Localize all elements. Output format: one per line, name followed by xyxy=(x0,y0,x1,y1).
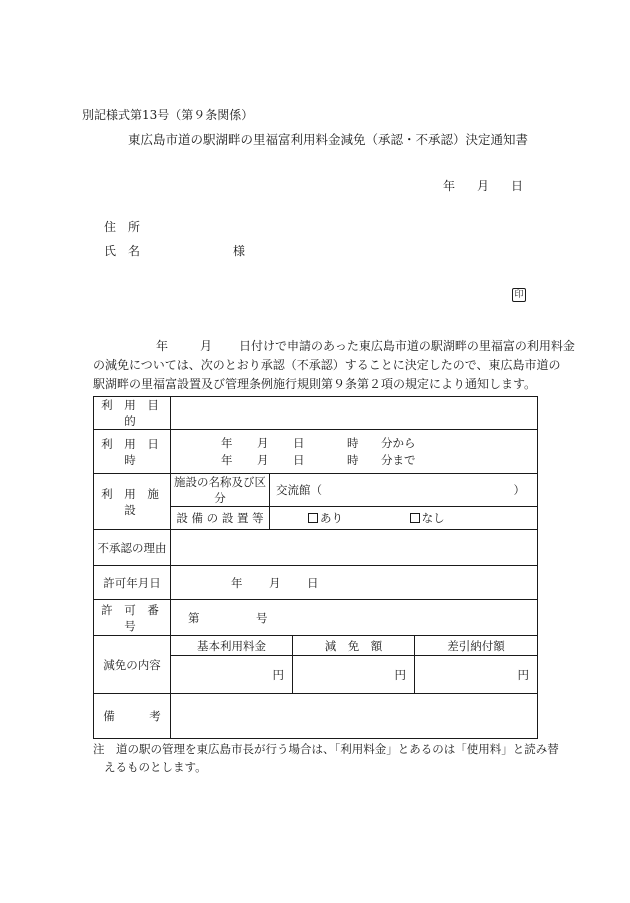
notice-table xyxy=(93,396,538,739)
yen-unit: 円 xyxy=(272,667,284,682)
base-fee-value[interactable] xyxy=(171,656,293,694)
from-suffix: 分から xyxy=(381,435,416,450)
reduction-label: 減免の内容 xyxy=(94,636,171,694)
equipment-no-label: なし xyxy=(421,511,445,525)
form-number: 別記様式第13号（第９条関係） xyxy=(82,108,254,122)
remarks-label: 備 考 xyxy=(94,694,171,739)
to-suffix: 分まで xyxy=(381,452,416,467)
purpose-label: 利 用 目 的 xyxy=(94,397,171,430)
address-label: 住 所 xyxy=(104,220,141,234)
equipment-no-option[interactable] xyxy=(410,510,445,526)
row-permit-date xyxy=(94,566,538,600)
row-reason xyxy=(94,530,538,566)
to-hour: 時 xyxy=(347,452,359,467)
name-label: 氏 名 xyxy=(104,244,141,258)
col-reduction-header: 減 免 額 xyxy=(293,636,415,656)
datetime-value[interactable] xyxy=(171,430,538,474)
permit-month: 月 xyxy=(269,575,281,590)
row-purpose xyxy=(94,397,538,430)
datetime-to xyxy=(171,452,537,469)
seal-mark: 印 xyxy=(512,288,526,302)
issue-date xyxy=(443,177,523,194)
reason-value[interactable] xyxy=(171,530,538,566)
permit-no-label: 許 可 番 号 xyxy=(94,600,171,636)
permit-year: 年 xyxy=(231,575,243,590)
equipment-yes-option[interactable] xyxy=(308,510,406,526)
honorific: 様 xyxy=(233,244,246,258)
checkbox-icon[interactable] xyxy=(410,513,420,523)
from-month: 月 xyxy=(257,435,269,450)
footnote-line-1: 注 道の駅の管理を東広島市長が行う場合は、「利用料金」とあるのは「使用料」と読み替 xyxy=(93,742,559,756)
checkbox-icon[interactable] xyxy=(308,513,318,523)
row-reduction-header xyxy=(94,636,538,656)
net-payment-value[interactable] xyxy=(415,656,538,694)
permit-no-value[interactable] xyxy=(171,600,538,636)
body-line-3: 駅湖畔の里福富設置及び管理条例施行規則第９条第２項の規定により通知します。 xyxy=(93,377,537,391)
body-line-2: の減免については、次のとおり承認（不承認）することに決定したので、東広島市道の xyxy=(93,358,561,372)
datetime-label: 利 用 日 時 xyxy=(94,430,171,474)
equipment-yes-label: あり xyxy=(320,511,343,525)
facility-name-label: 施設の名称及び区分 xyxy=(171,474,270,507)
to-year: 年 xyxy=(221,452,233,467)
reason-label: 不承認の理由 xyxy=(94,530,171,566)
body-line-1-text: 日付けで申請のあった東広島市道の駅湖畔の里福富の利用料金 xyxy=(239,339,575,353)
body-month: 月 xyxy=(199,339,212,353)
permit-date-label: 許可年月日 xyxy=(94,566,171,600)
from-day: 日 xyxy=(293,435,305,450)
row-permit-no xyxy=(94,600,538,636)
facility-name-open: 交流館（ xyxy=(276,483,322,497)
equipment-options xyxy=(270,507,538,530)
yen-unit: 円 xyxy=(394,667,406,682)
facility-name-value[interactable] xyxy=(270,474,538,507)
to-day: 日 xyxy=(293,452,305,467)
date-year: 年 xyxy=(443,179,456,193)
equipment-label: 設 備 の 設 置 等 xyxy=(171,507,270,530)
from-year: 年 xyxy=(221,435,233,450)
date-day: 日 xyxy=(511,179,524,193)
permit-no-suffix: 号 xyxy=(256,610,268,625)
reduction-value[interactable] xyxy=(293,656,415,694)
to-month: 月 xyxy=(257,452,269,467)
datetime-from xyxy=(171,435,537,452)
body-year: 年 xyxy=(155,339,168,353)
purpose-value[interactable] xyxy=(171,397,538,430)
date-month: 月 xyxy=(477,179,490,193)
footnote-line-2: えるものとします。 xyxy=(104,760,207,774)
row-datetime xyxy=(94,430,538,474)
permit-day: 日 xyxy=(307,575,319,590)
facility-name-close: ） xyxy=(513,483,525,497)
facility-label: 利 用 施 設 xyxy=(94,474,171,530)
document-title: 東広島市道の駅湖畔の里福富利用料金減免（承認・不承認）決定通知書 xyxy=(128,132,529,147)
remarks-value[interactable] xyxy=(171,694,538,739)
row-remarks xyxy=(94,694,538,739)
body-line-1 xyxy=(93,337,575,354)
col-net-header: 差引納付額 xyxy=(415,636,538,656)
permit-date-value[interactable] xyxy=(171,566,538,600)
row-facility-name xyxy=(94,474,538,507)
yen-unit: 円 xyxy=(517,667,529,682)
col-base-header: 基本利用料金 xyxy=(171,636,293,656)
permit-no-prefix: 第 xyxy=(188,610,200,625)
from-hour: 時 xyxy=(347,435,359,450)
